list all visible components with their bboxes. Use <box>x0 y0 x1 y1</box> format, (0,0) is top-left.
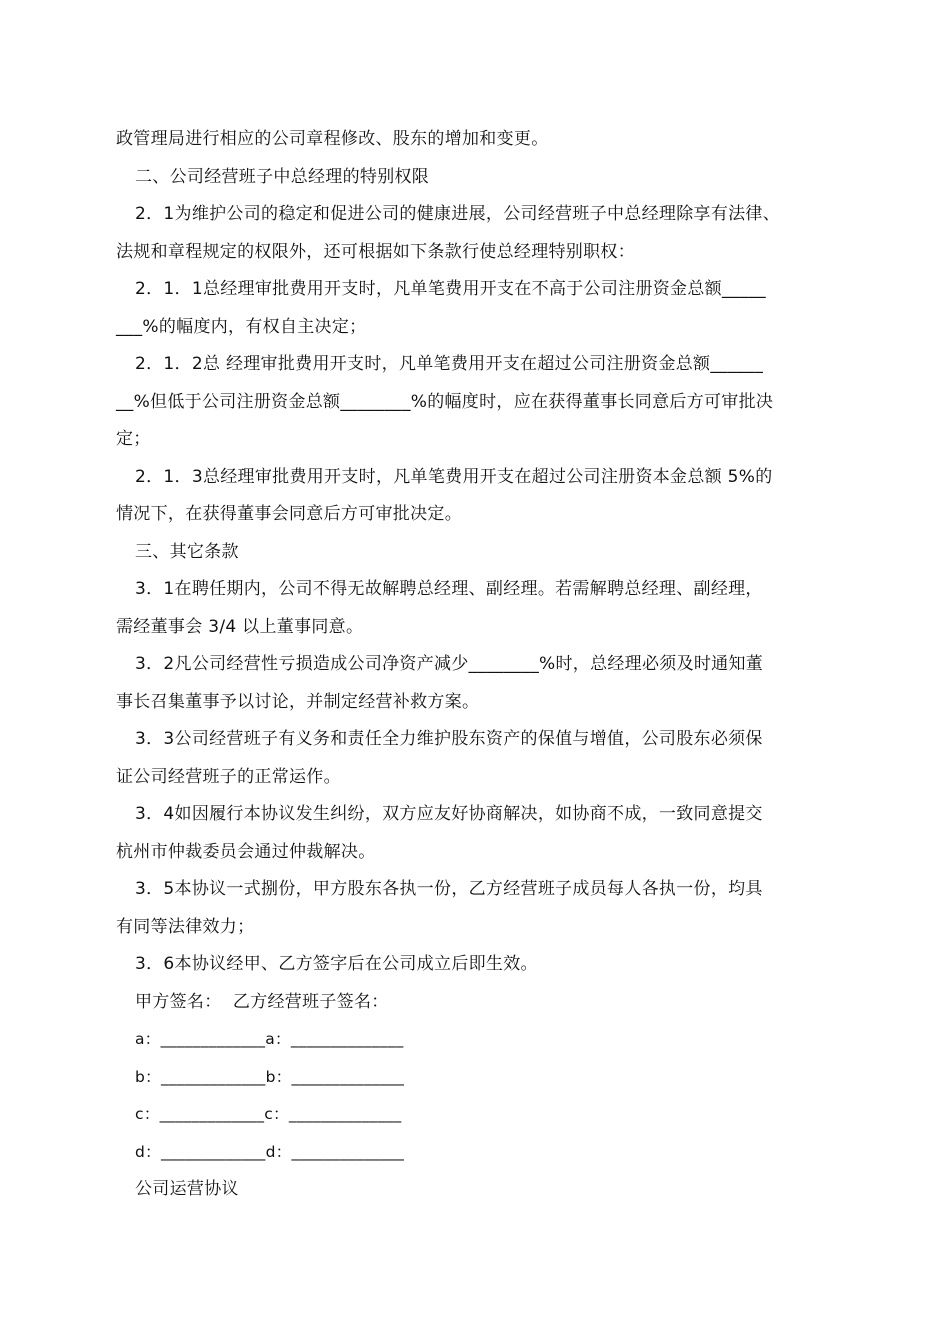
text-line: 3．2凡公司经营性亏损造成公司净资产减少________%时，总经理必须及时通知董 <box>135 654 764 674</box>
text-line: 3．6本协议经甲、乙方签字后在公司成立后即生效。 <box>135 954 538 974</box>
signature-heading: 甲方签名： 乙方经营班子签名： <box>135 991 389 1012</box>
text-line: ___%的幅度内，有权自主决定； <box>116 316 367 337</box>
signature-line-c: c：_____________c：______________ <box>135 1105 402 1123</box>
text-line: 证公司经营班子的正常运作。 <box>116 766 341 787</box>
text-line: 2．1．2总 经理审批费用开支时，凡单笔费用开支在超过公司注册资金总额______ <box>135 354 764 374</box>
text-line: 2．1为维护公司的稳定和促进公司的健康进展，公司经营班子中总经理除享有法律、 <box>135 204 781 224</box>
text-line: 3．5本协议一式捌份，甲方股东各执一份，乙方经营班子成员每人各执一份，均具 <box>135 879 763 899</box>
text-line: 2．1．1总经理审批费用开支时，凡单笔费用开支在不高于公司注册资金总额_____ <box>135 279 766 299</box>
text-line: 情况下，在获得董事会同意后方可审批决定。 <box>116 504 462 524</box>
signature-line-d: d：_____________d：______________ <box>135 1142 405 1161</box>
section-heading: 二、公司经营班子中总经理的特别权限 <box>135 166 430 187</box>
text-line: 3．4如因履行本协议发生纠纷，双方应友好协商解决，如协商不成，一致同意提交 <box>135 804 763 824</box>
document-body <box>116 121 840 1209</box>
signature-line-b: b：_____________b：______________ <box>135 1067 405 1086</box>
text-line: 3．3公司经营班子有义务和责任全力维护股东资产的保值与增值，公司股东必须保 <box>135 729 763 749</box>
text-line: __%但低于公司注册资金总额________%的幅度时，应在获得董事长同意后方可审批决 <box>116 391 774 412</box>
text-line: 定； <box>116 429 151 449</box>
text-line: 3．1在聘任期内，公司不得无故解聘总经理、副经理。若需解聘总经理、副经理， <box>135 579 763 599</box>
text-line: 有同等法律效力； <box>116 916 255 937</box>
footer-title: 公司运营协议 <box>135 1179 239 1199</box>
text-line: 法规和章程规定的权限外，还可根据如下条款行使总经理特别职权： <box>116 241 635 262</box>
text-line: 杭州市仲裁委员会通过仲裁解决。 <box>116 841 376 862</box>
section-heading: 三、其它条款 <box>135 541 239 562</box>
text-line: 2．1．3总经理审批费用开支时，凡单笔费用开支在超过公司注册资本金总额 5%的 <box>135 466 773 487</box>
text-line: 需经董事会 3/4 以上董事同意。 <box>116 616 364 637</box>
signature-line-a: a：_____________a：______________ <box>135 1030 404 1048</box>
text-line: 事长召集董事予以讨论，并制定经营补救方案。 <box>116 691 480 712</box>
text-line: 政管理局进行相应的公司章程修改、股东的增加和变更。 <box>116 129 549 149</box>
